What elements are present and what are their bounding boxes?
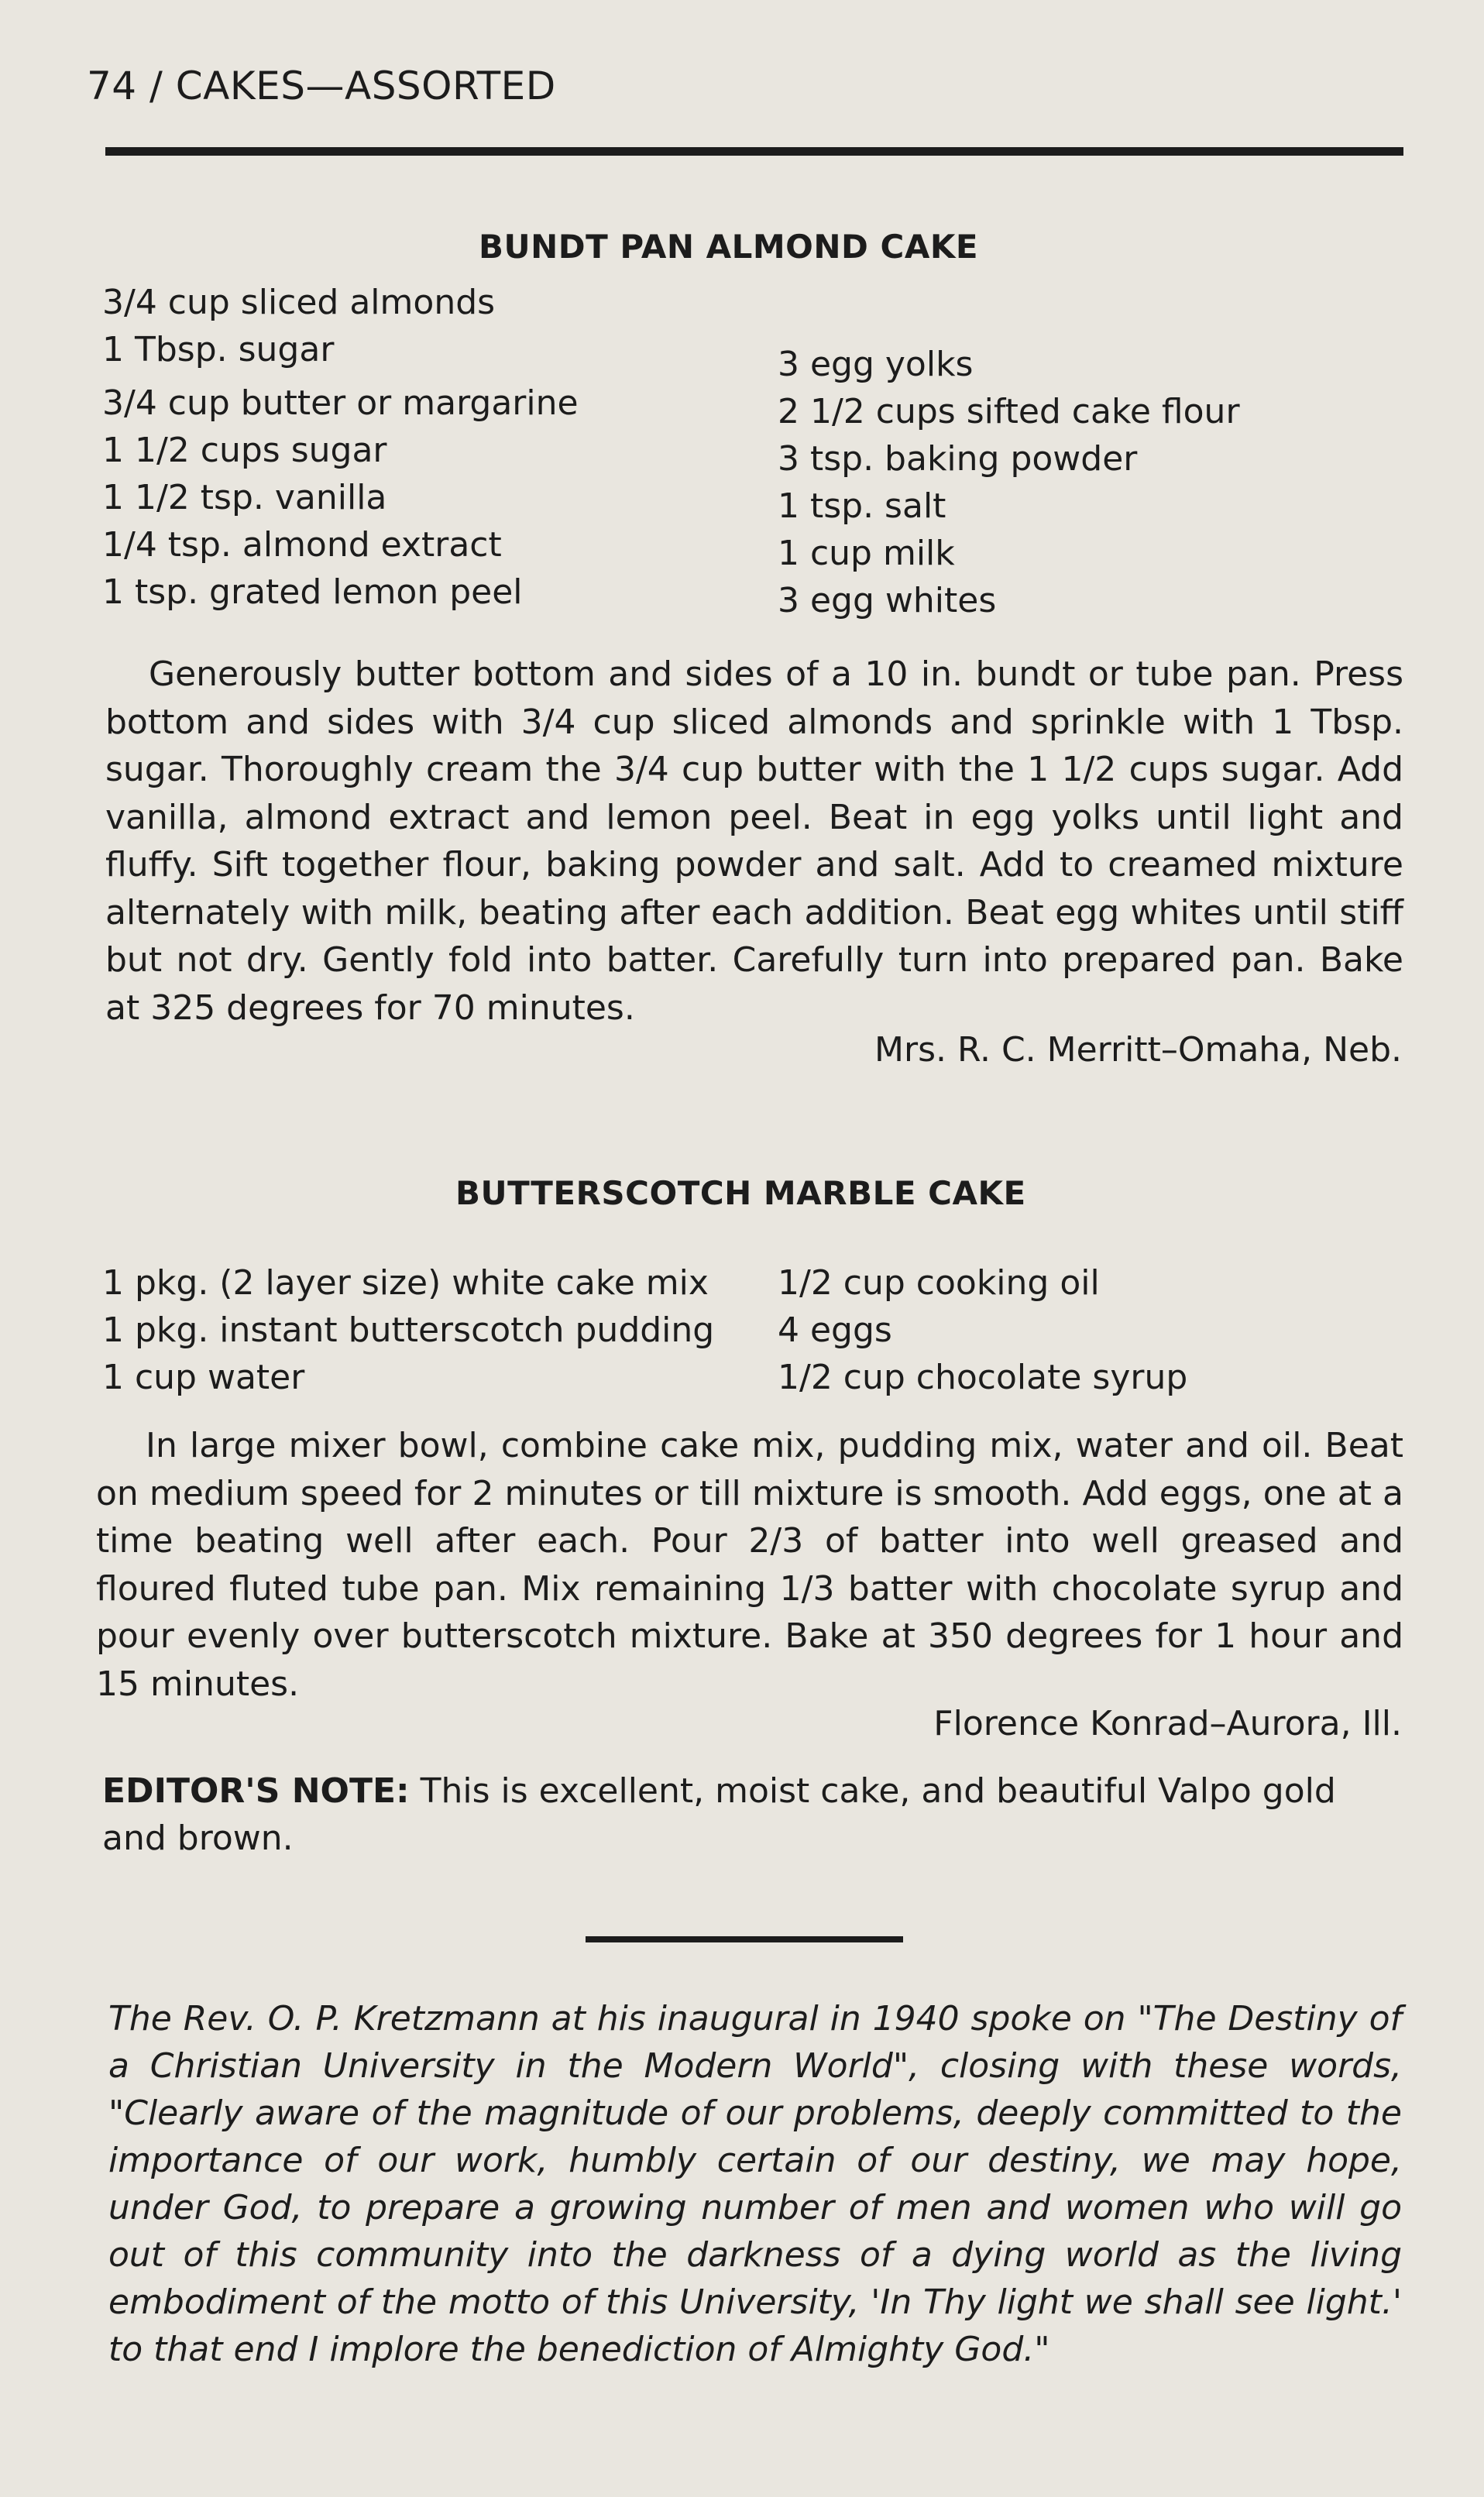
ingredient: 3 egg whites [778,581,997,620]
recipe-credit: Mrs. R. C. Merritt–Omaha, Neb. [874,1030,1402,1070]
ingredient: 1 1/2 tsp. vanilla [102,478,387,517]
page-header: 74 / CAKES—ASSORTED [87,64,556,108]
editors-note-label: EDITOR'S NOTE: [102,1771,410,1811]
ingredient: 1 cup milk [778,534,955,573]
recipe-title: BUNDT PAN ALMOND CAKE [479,228,979,266]
recipe-directions: Generously butter bottom and sides of a 10 in. bundt or tube pan. Press bottom and sides with 3/4 cup sliced almonds and sprinkle with 1 Tbsp. sugar. Thoroughly cream the 3/4 cup butter with the 1 1/2 cups sugar. Add vanilla, almond extract and lemon peel. Beat in egg yolks until light and fluffy. Sift together flour, baking powder and salt. Add to creamed mixture alternately with milk, beating after each addition. Beat egg whites until stiff but not dry. Gently fold into batter. Carefully turn into prepared pan. Bake at 325 degrees for 70 minutes. [105,654,1403,1028]
ingredient: 1 pkg. instant butterscotch pudding [102,1310,715,1350]
ingredient: 1/2 cup cooking oil [778,1263,1100,1303]
recipe-credit: Florence Konrad–Aurora, Ill. [933,1704,1402,1743]
ingredient: 1/2 cup chocolate syrup [778,1358,1188,1397]
ingredient: 3 tsp. baking powder [778,439,1138,479]
editors-note-text: This is excellent, moist cake, and beautiful Valpo gold and brown. [102,1771,1336,1858]
ingredient: 1 1/2 cups sugar [102,431,387,470]
recipe-directions: In large mixer bowl, combine cake mix, pudding mix, water and oil. Beat on medium speed for 2 minutes or till mixture is smooth. Add eggs, one at a time beating well after each. Pour 2/3 of batter into well greased and floured fluted tube pan. Mix remaining 1/3 batter with chocolate syrup and pour evenly over butterscotch mixture. Bake at 350 degrees for 1 hour and 15 minutes. [96,1426,1403,1704]
recipe-title: BUTTERSCOTCH MARBLE CAKE [455,1174,1026,1212]
ingredient: 3 egg yolks [778,345,974,384]
ingredient: 1 Tbsp. sugar [102,330,335,369]
editors-note [102,1767,1400,1862]
ingredient-list-left [102,1259,714,1401]
ingredient: 1 tsp. grated lemon peel [102,572,523,612]
ingredient-list-right [778,341,1240,624]
ingredient-list-left [102,279,579,616]
ingredient: 3/4 cup butter or margarine [102,383,579,423]
ingredient: 2 1/2 cups sifted cake flour [778,392,1240,431]
header-rule [105,147,1403,156]
ingredient-list-right [778,1259,1187,1401]
section-divider [586,1936,903,1942]
ingredient: 1/4 tsp. almond extract [102,525,502,565]
inaugural-quote: The Rev. O. P. Kretzmann at his inaugural in 1940 spoke on "The Destiny of a Christian University in the Modern World", closing with these words, "Clearly aware of the magnitude of our problems, deeply committed to the importance of our work, humbly certain of our destiny, we may hope, under God, to prepare a growing number of men and women who will go out of this community into the darkness of a dying world as the living embodiment of the motto of this University, 'In Thy light we shall see light.' to that end I implore the benediction of Almighty God." [108,1999,1402,2369]
ingredient: 4 eggs [778,1310,892,1350]
ingredient: 1 tsp. salt [778,486,946,526]
ingredient: 1 pkg. (2 layer size) white cake mix [102,1263,709,1303]
ingredient: 1 cup water [102,1358,305,1397]
ingredient: 3/4 cup sliced almonds [102,283,496,322]
